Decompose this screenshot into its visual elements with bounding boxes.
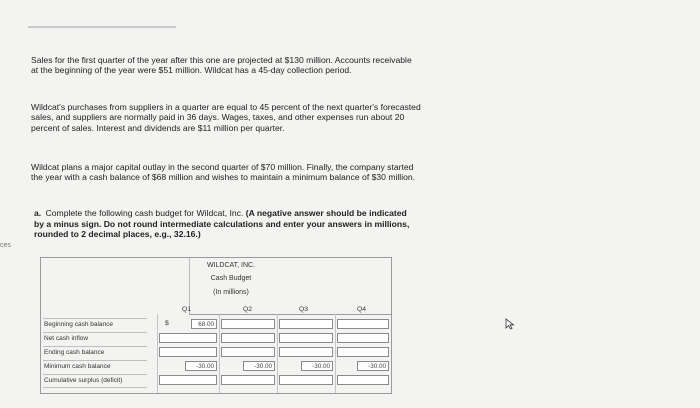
row-label-cumulative-surplus: Cumulative surplus (deficit) — [43, 374, 147, 388]
question-instructions — [34, 208, 414, 240]
column-header-q4: Q4 — [357, 306, 367, 313]
column-header-q3: Q3 — [299, 306, 309, 313]
cell-minimum-q3[interactable]: -30.00 — [301, 361, 333, 371]
column-header-q2: Q2 — [243, 306, 253, 313]
cell-ending-q3[interactable] — [279, 347, 333, 357]
cell-beginning-q4[interactable] — [337, 319, 389, 329]
column-header-q1: Q1 — [182, 306, 192, 313]
cell-minimum-q4[interactable]: -30.00 — [357, 361, 389, 371]
cell-minimum-q2[interactable]: -30.00 — [243, 361, 275, 371]
row-label-net-cash-inflow: Net cash inflow — [43, 332, 147, 345]
side-label: ces — [0, 242, 11, 249]
cell-beginning-q3[interactable] — [279, 319, 333, 329]
column-divider — [277, 314, 278, 393]
cell-beginning-q2[interactable] — [221, 319, 275, 329]
company-name: WILDCAT, INC. — [206, 262, 256, 269]
column-divider — [157, 314, 158, 393]
cell-ending-q2[interactable] — [221, 347, 275, 357]
cell-beginning-q1[interactable]: 68.00 — [191, 319, 217, 329]
cell-net-inflow-q1[interactable] — [159, 333, 217, 343]
mouse-pointer-icon — [505, 318, 515, 330]
cash-budget-table — [40, 257, 392, 394]
question-text: Complete the following cash budget for Wildcat, Inc. — [45, 208, 244, 218]
cell-net-inflow-q3[interactable] — [279, 333, 333, 343]
question-bold-note: (A negative answer should be indicated by a minus sign. Do not round intermediate calculations and enter your answers in millions, rounded to 2 decimal places, e.g., 32.16.) — [34, 208, 410, 239]
column-divider — [335, 314, 336, 393]
cell-minimum-q1[interactable]: -30.00 — [185, 361, 217, 371]
cell-surplus-q4[interactable] — [337, 375, 389, 385]
cell-surplus-q2[interactable] — [221, 375, 275, 385]
cell-surplus-q1[interactable] — [159, 375, 217, 385]
row-label-minimum-cash: Minimum cash balance — [43, 360, 147, 373]
paragraph-capital: Wildcat plans a major capital outlay in the second quarter of $70 million. Finally, the company started the year with a cash balance of $68 million and wishes to maintain a minimum balance of $30 million. — [31, 162, 416, 183]
cell-surplus-q3[interactable] — [279, 375, 333, 385]
row-label-ending-cash: Ending cash balance — [43, 346, 147, 359]
top-divider — [28, 26, 176, 28]
table-units: (In millions) — [213, 289, 249, 296]
cell-net-inflow-q2[interactable] — [221, 333, 275, 343]
column-divider — [219, 314, 220, 393]
cell-ending-q4[interactable] — [337, 347, 389, 357]
row-label-beginning-cash: Beginning cash balance — [43, 318, 147, 331]
paragraph-purchases: Wildcat's purchases from suppliers in a quarter are equal to 45 percent of the next quarter's forecasted sales, and suppliers are normally paid in 36 days. Wages, taxes, and other expenses run about 20 percent of sales. Interest and dividends are $11 million per quarter. — [31, 102, 421, 133]
currency-symbol: $ — [165, 320, 169, 327]
question-letter: a. — [34, 208, 42, 218]
table-title: Cash Budget — [210, 275, 252, 282]
cell-ending-q1[interactable] — [159, 347, 217, 357]
cell-net-inflow-q4[interactable] — [337, 333, 389, 343]
paragraph-sales: Sales for the first quarter of the year after this one are projected at $130 million. Accounts receivable at the beginning of the year were $51 million. Wildcat has a 45-day collection period. — [31, 55, 412, 76]
